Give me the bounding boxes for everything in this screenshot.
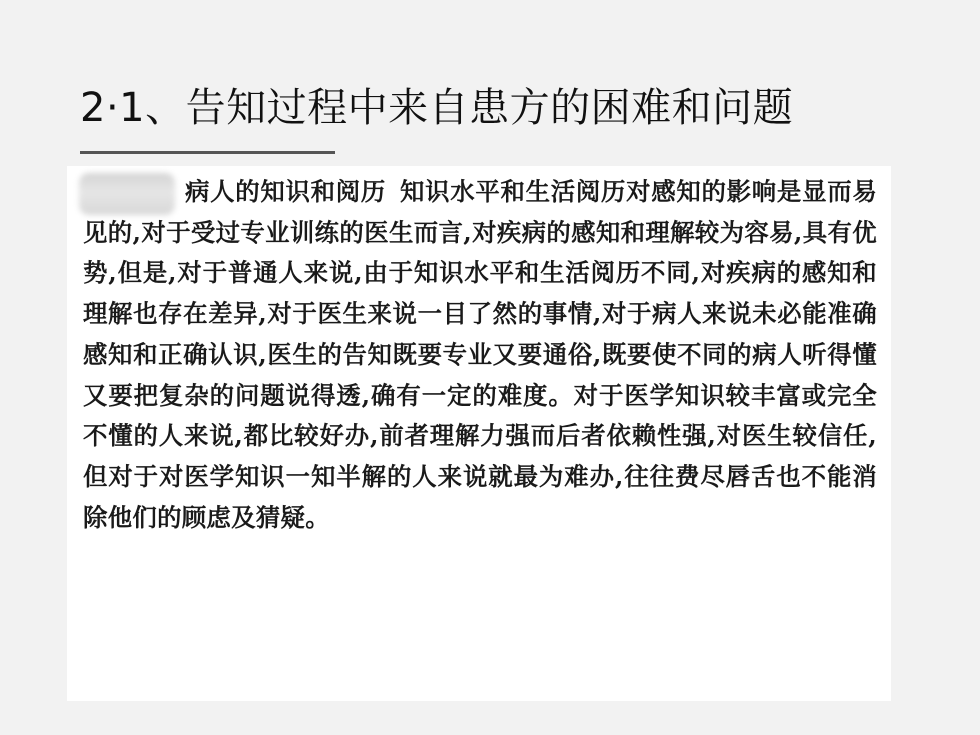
paragraph-lead-heading: 病人的知识和阅历 — [185, 177, 387, 206]
scanned-text-image — [67, 166, 891, 701]
title-underline — [80, 151, 335, 154]
slide-title: 2·1、告知过程中来自患方的困难和问题 — [80, 85, 794, 131]
scanned-paragraph — [83, 172, 877, 538]
paragraph-body: 知识水平和生活阅历对感知的影响是显而易见的,对于受过专业训练的医生而言,对疾病的感知和理解较为容易,具有优势,但是,对于普通人来说,由于知识水平和生活阅历不同,对疾病的感知和理解也存在差异,对于医生来说一目了然的事情,对于病人来说未必能准确感知和正确认识,医生的告知既要专业又要通俗,既要使不同的病人听得懂又要把复杂的问题说得透,确有一定的难度。对于医学知识较丰富或完全不懂的人来说,都比较好办,前者理解力强而后者依赖性强,对医生较信任,但对于对医学知识一知半解的人来说就最为难办,往往费尽唇舌也不能消除他们的顾虑及猜疑。 — [83, 177, 878, 532]
